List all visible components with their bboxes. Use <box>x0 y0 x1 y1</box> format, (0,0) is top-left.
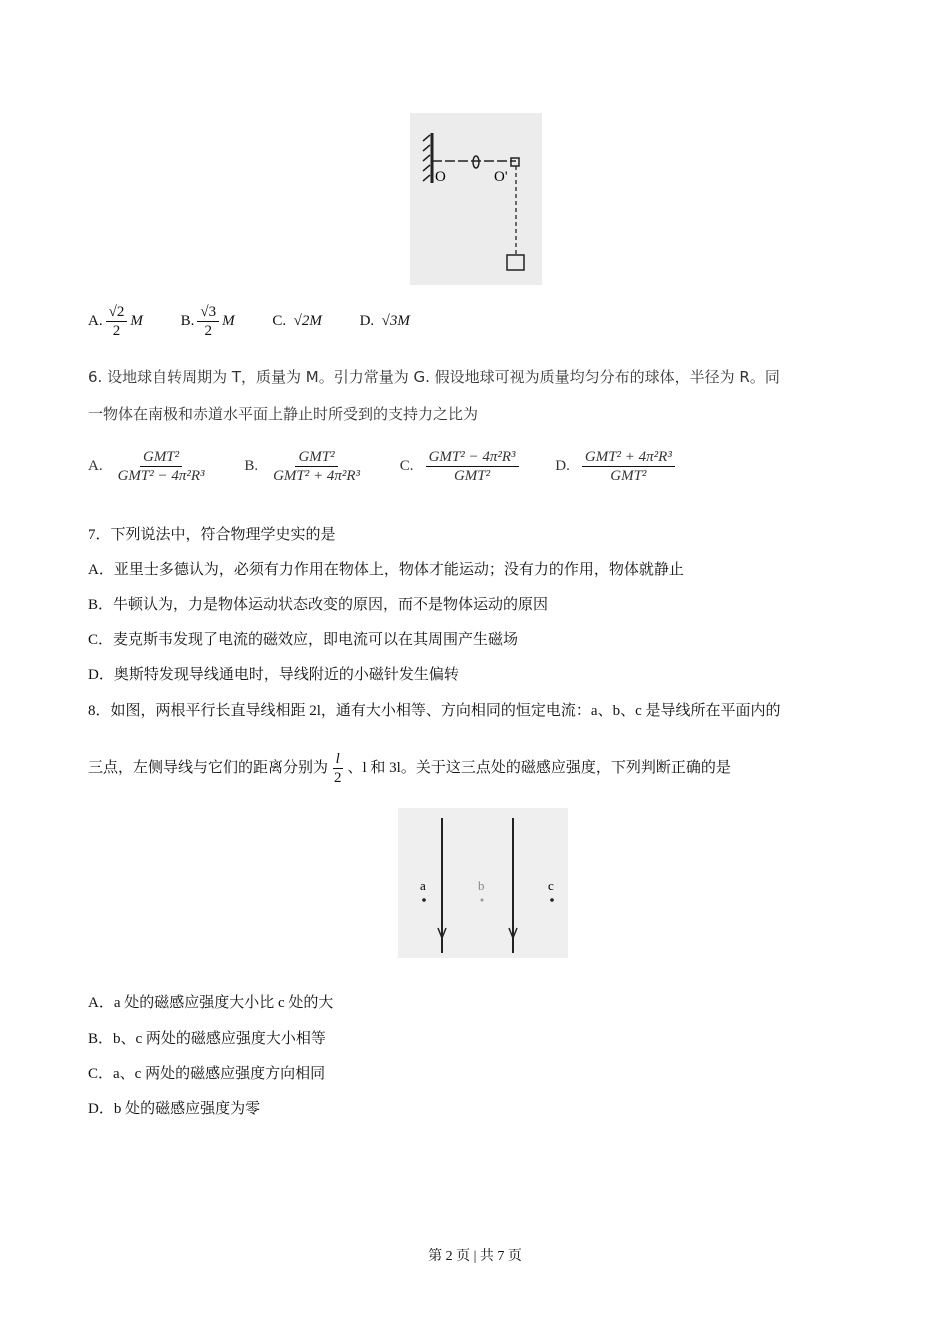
label-O: O <box>435 169 446 185</box>
q5-options <box>88 303 444 340</box>
q7-option-c[interactable]: C．麦克斯韦发现了电流的磁效应，即电流可以在其周围产生磁场 <box>88 632 519 648</box>
denominator: 2 <box>204 323 212 339</box>
numerator: GMT² <box>295 448 337 467</box>
numerator: √3 <box>197 303 219 322</box>
numerator: GMT² + 4π²R³ <box>582 448 675 467</box>
point-c <box>550 898 554 902</box>
option-letter: C. <box>272 313 287 329</box>
fraction <box>331 750 345 787</box>
point-b <box>481 899 484 902</box>
q7-stem: 7．下列说法中，符合物理学史实的是 <box>88 527 336 543</box>
q8-option-c[interactable]: C．a、c 两处的磁感应强度方向相同 <box>88 1066 326 1082</box>
q6-option-b[interactable] <box>244 448 366 485</box>
denominator: 2 <box>112 323 121 339</box>
q5-option-d[interactable] <box>360 313 410 330</box>
q8-line1: 8．如图，两根平行长直导线相距 2l，通有大小相等、方向相同的恒定电流：a、b、c 是导线所在平面内的 <box>88 703 781 719</box>
q8-line2-pre: 三点，左侧导线与它们的距离分别为 <box>88 759 329 776</box>
fraction <box>582 448 675 485</box>
denominator: 2 <box>334 770 342 786</box>
option-expr: √2M <box>293 313 322 329</box>
q8-option-d[interactable]: D．b 处的磁感应强度为零 <box>88 1101 261 1117</box>
q6-options <box>88 448 712 485</box>
fraction <box>426 448 519 485</box>
fraction <box>115 448 208 485</box>
point-a <box>422 898 426 902</box>
q6-line2: 一物体在南极和赤道水平面上静止时所受到的支持力之比为 <box>88 405 479 423</box>
option-tail: M <box>222 313 235 329</box>
fraction <box>197 303 219 340</box>
option-tail: M <box>130 313 143 329</box>
q5-option-c[interactable] <box>272 313 322 330</box>
q7-option-d[interactable]: D．奥斯特发现导线通电时，导线附近的小磁针发生偏转 <box>88 667 459 683</box>
q8-option-a[interactable]: A．a 处的磁感应强度大小比 c 处的大 <box>88 995 334 1011</box>
label-b: b <box>478 878 485 893</box>
pulley-figure <box>410 113 542 285</box>
wires-figure <box>398 808 568 958</box>
numerator: GMT² − 4π²R³ <box>426 448 519 467</box>
option-letter: A. <box>88 458 103 474</box>
option-letter: B. <box>244 458 259 474</box>
q6-option-a[interactable] <box>88 448 211 485</box>
q6-option-c[interactable] <box>400 448 522 485</box>
option-letter: A. <box>88 313 103 329</box>
denominator: GMT² + 4π²R³ <box>273 468 361 484</box>
denominator: GMT² − 4π²R³ <box>117 468 205 484</box>
option-expr: √3M <box>381 313 410 329</box>
label-O-prime: O' <box>494 169 508 185</box>
q8-line2-post: 、l 和 3l。关于这三点处的磁感应强度，下列判断正确的是 <box>347 759 731 776</box>
numerator: l <box>333 750 343 769</box>
page-footer: 第 2 页 | 共 7 页 <box>428 1249 522 1264</box>
q7-option-b[interactable]: B．牛顿认为，力是物体运动状态改变的原因，而不是物体运动的原因 <box>88 597 549 613</box>
numerator: √2 <box>106 303 128 322</box>
option-letter: D. <box>359 313 375 329</box>
denominator: GMT² <box>453 468 491 484</box>
q8-option-b[interactable]: B．b、c 两处的磁感应强度大小相等 <box>88 1031 326 1047</box>
numerator: GMT² <box>140 448 182 467</box>
label-a: a <box>420 878 426 893</box>
q7-option-a[interactable]: A．亚里士多德认为，必须有力作用在物体上，物体才能运动；没有力的作用，物体就静止 <box>88 562 684 578</box>
q5-option-a[interactable] <box>88 303 143 340</box>
q6-line1: 6. 设地球自转周期为 T，质量为 M。引力常量为 G. 假设地球可视为质量均匀分布的球体，半径为 R。同 <box>88 368 780 386</box>
fraction <box>106 303 128 340</box>
q5-option-b[interactable] <box>181 303 235 340</box>
q6-option-d[interactable] <box>555 448 678 485</box>
denominator: GMT² <box>610 468 647 484</box>
label-c: c <box>548 878 554 893</box>
option-letter: B. <box>180 313 195 329</box>
fraction <box>270 448 363 485</box>
q8-line2 <box>88 750 731 787</box>
option-letter: D. <box>555 458 570 474</box>
option-letter: C. <box>399 458 414 474</box>
